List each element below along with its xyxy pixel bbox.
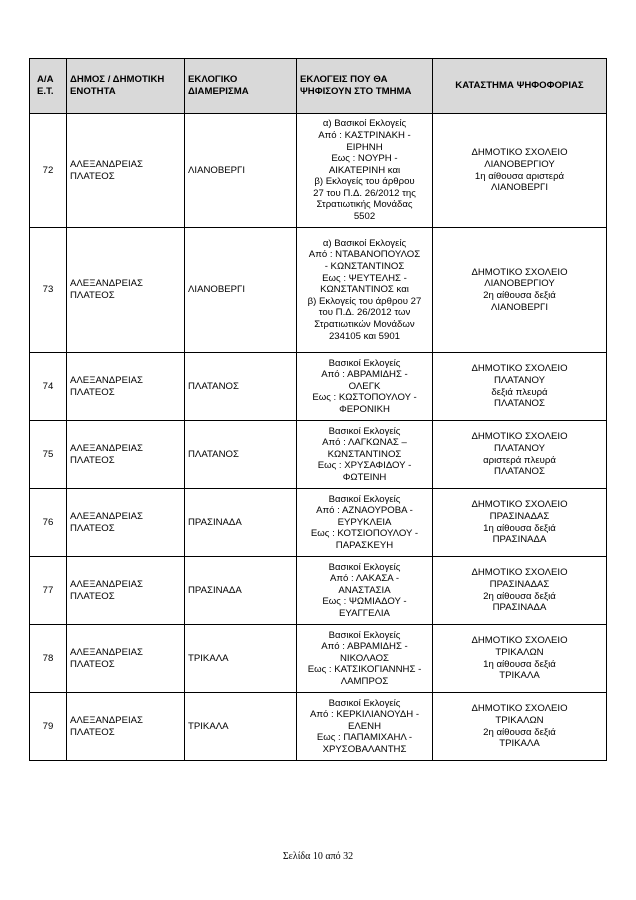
polling-station-cell: ΔΗΜΟΤΙΚΟ ΣΧΟΛΕΙΟ ΛΙΑΝΟΒΕΡΓΙΟΥ 2η αίθουσα δεξιά ΛΙΑΝΟΒΕΡΓΙ [433, 228, 607, 353]
header-diamerisma: ΕΚΛΟΓΙΚΟ ΔΙΑΜΕΡΙΣΜΑ [185, 59, 297, 114]
voters-cell: α) Βασικοί Εκλογείς Από : ΚΑΣΤΡΙΝΑΚΗ - ΕΙΡΗΝΗ Εως : ΝΟΥΡΗ - ΑΙΚΑΤΕΡΙΝΗ και β) Εκλογείς του άρθρου 27 του Π.Δ. 26/2012 της Στρατιωτικής Μονάδας 5502 [297, 114, 433, 228]
header-ekloges: ΕΚΛΟΓΕΙΣ ΠΟΥ ΘΑ ΨΗΦΙΣΟΥΝ ΣΤΟ ΤΜΗΜΑ [297, 59, 433, 114]
voters-cell: Βασικοί Εκλογείς Από : ΛΑΚΑΣΑ - ΑΝΑΣΤΑΣΙΑ Εως : ΨΩΜΙΑΔΟΥ - ΕΥΑΓΓΕΛΙΑ [297, 557, 433, 625]
voters-cell: Βασικοί Εκλογείς Από : ΑΒΡΑΜΙΔΗΣ - ΟΛΕΓΚ Εως : ΚΩΣΤΟΠΟΥΛΟΥ - ΦΕΡΟΝΙΚΗ [297, 353, 433, 421]
voters-cell: Βασικοί Εκλογείς Από : ΚΕΡΚΙΛΙΑΝΟΥΔΗ - ΕΛΕΝΗ Εως : ΠΑΠΑΜΙΧΑΗΛ - ΧΡΥΣΟΒΑΛΑΝΤΗΣ [297, 693, 433, 761]
polling-station-cell: ΔΗΜΟΤΙΚΟ ΣΧΟΛΕΙΟ ΠΡΑΣΙΝΑΔΑΣ 2η αίθουσα δεξιά ΠΡΑΣΙΝΑΔΑ [433, 557, 607, 625]
municipality-cell: ΑΛΕΞΑΝΔΡΕΙΑΣ ΠΛΑΤΕΟΣ [67, 557, 185, 625]
header-dimos: ΔΗΜΟΣ / ΔΗΜΟΤΙΚΗ ΕΝΟΤΗΤΑ [67, 59, 185, 114]
municipality-cell: ΑΛΕΞΑΝΔΡΕΙΑΣ ΠΛΑΤΕΟΣ [67, 489, 185, 557]
table-header-row [30, 59, 607, 114]
polling-station-cell: ΔΗΜΟΤΙΚΟ ΣΧΟΛΕΙΟ ΤΡΙΚΑΛΩΝ 1η αίθουσα δεξιά ΤΡΙΚΑΛΑ [433, 625, 607, 693]
polling-station-cell: ΔΗΜΟΤΙΚΟ ΣΧΟΛΕΙΟ ΠΡΑΣΙΝΑΔΑΣ 1η αίθουσα δεξιά ΠΡΑΣΙΝΑΔΑ [433, 489, 607, 557]
header-aa: Α/Α Ε.Τ. [30, 59, 67, 114]
table-row [30, 557, 607, 625]
polling-station-cell: ΔΗΜΟΤΙΚΟ ΣΧΟΛΕΙΟ ΠΛΑΤΑΝΟΥ αριστερά πλευρά ΠΛΑΤΑΝΟΣ [433, 421, 607, 489]
district-cell: ΠΡΑΣΙΝΑΔΑ [185, 489, 297, 557]
header-katastima: ΚΑΤΑΣΤΗΜΑ ΨΗΦΟΦΟΡΙΑΣ [433, 59, 607, 114]
municipality-cell: ΑΛΕΞΑΝΔΡΕΙΑΣ ΠΛΑΤΕΟΣ [67, 228, 185, 353]
page-number: Σελίδα 10 από 32 [282, 851, 354, 862]
table-row [30, 421, 607, 489]
polling-station-cell: ΔΗΜΟΤΙΚΟ ΣΧΟΛΕΙΟ ΠΛΑΤΑΝΟΥ δεξιά πλευρά ΠΛΑΤΑΝΟΣ [433, 353, 607, 421]
district-cell: ΠΡΑΣΙΝΑΔΑ [185, 557, 297, 625]
polling-station-cell: ΔΗΜΟΤΙΚΟ ΣΧΟΛΕΙΟ ΤΡΙΚΑΛΩΝ 2η αίθουσα δεξιά ΤΡΙΚΑΛΑ [433, 693, 607, 761]
polling-station-cell: ΔΗΜΟΤΙΚΟ ΣΧΟΛΕΙΟ ΛΙΑΝΟΒΕΡΓΙΟΥ 1η αίθουσα αριστερά ΛΙΑΝΟΒΕΡΓΙ [433, 114, 607, 228]
row-number: 74 [30, 353, 67, 421]
district-cell: ΠΛΑΤΑΝΟΣ [185, 421, 297, 489]
table-row [30, 693, 607, 761]
municipality-cell: ΑΛΕΞΑΝΔΡΕΙΑΣ ΠΛΑΤΕΟΣ [67, 625, 185, 693]
voters-cell: Βασικοί Εκλογείς Από : ΑΒΡΑΜΙΔΗΣ - ΝΙΚΟΛΑΟΣ Εως : ΚΑΤΣΙΚΟΓΙΑΝΝΗΣ - ΛΑΜΠΡΟΣ [297, 625, 433, 693]
table-row [30, 228, 607, 353]
row-number: 72 [30, 114, 67, 228]
municipality-cell: ΑΛΕΞΑΝΔΡΕΙΑΣ ΠΛΑΤΕΟΣ [67, 421, 185, 489]
row-number: 77 [30, 557, 67, 625]
voters-cell: Βασικοί Εκλογείς Από : ΑΖΝΑΟΥΡΟΒΑ - ΕΥΡΥΚΛΕΙΑ Εως : ΚΟΤΣΙΟΠΟΥΛΟΥ - ΠΑΡΑΣΚΕΥΗ [297, 489, 433, 557]
row-number: 76 [30, 489, 67, 557]
row-number: 73 [30, 228, 67, 353]
table-row [30, 489, 607, 557]
district-cell: ΛΙΑΝΟΒΕΡΓΙ [185, 114, 297, 228]
table-row [30, 114, 607, 228]
voters-cell: Βασικοί Εκλογείς Από : ΛΑΓΚΩΝΑΣ – ΚΩΝΣΤΑΝΤΙΝΟΣ Εως : ΧΡΥΣΑΦΙΔΟΥ - ΦΩΤΕΙΝΗ [297, 421, 433, 489]
district-cell: ΛΙΑΝΟΒΕΡΓΙ [185, 228, 297, 353]
district-cell: ΤΡΙΚΑΛΑ [185, 625, 297, 693]
row-number: 78 [30, 625, 67, 693]
table-row [30, 353, 607, 421]
district-cell: ΤΡΙΚΑΛΑ [185, 693, 297, 761]
table-row [30, 625, 607, 693]
district-cell: ΠΛΑΤΑΝΟΣ [185, 353, 297, 421]
row-number: 79 [30, 693, 67, 761]
row-number: 75 [30, 421, 67, 489]
polling-stations-table [29, 58, 607, 761]
municipality-cell: ΑΛΕΞΑΝΔΡΕΙΑΣ ΠΛΑΤΕΟΣ [67, 114, 185, 228]
table-body [30, 114, 607, 761]
voters-cell: α) Βασικοί Εκλογείς Από : ΝΤΑΒΑΝΟΠΟΥΛΟΣ - ΚΩΝΣΤΑΝΤΙΝΟΣ Εως : ΨΕΥΤΕΛΗΣ - ΚΩΝΣΤΑΝΤΙΝΟΣ και β) Εκλογείς του άρθρου 27 του Π.Δ. 26/2012 των Στρατιωτικών Μονάδων 234105 και 5901 [297, 228, 433, 353]
municipality-cell: ΑΛΕΞΑΝΔΡΕΙΑΣ ΠΛΑΤΕΟΣ [67, 353, 185, 421]
municipality-cell: ΑΛΕΞΑΝΔΡΕΙΑΣ ΠΛΑΤΕΟΣ [67, 693, 185, 761]
